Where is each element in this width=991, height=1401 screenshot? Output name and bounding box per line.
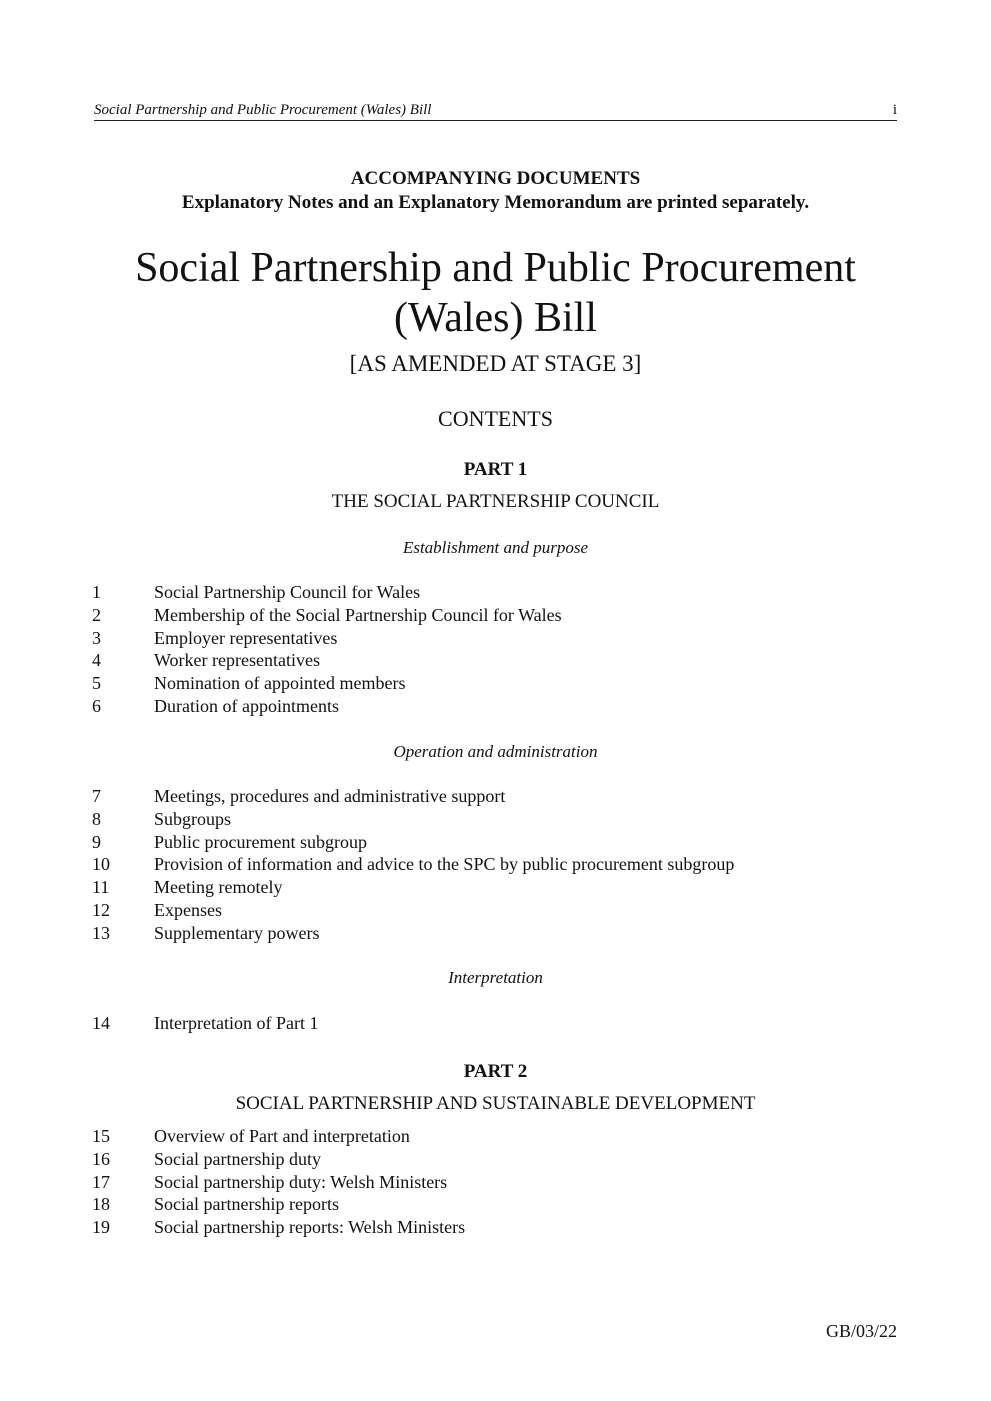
part-2-title: SOCIAL PARTNERSHIP AND SUSTAINABLE DEVELOPMENT [235,1093,756,1114]
part-1-title: THE SOCIAL PARTNERSHIP COUNCIL [331,491,660,512]
toc-entry-number: 14 [92,1013,110,1033]
toc-entry[interactable] [92,1125,892,1148]
toc-group-establishment [92,581,892,718]
toc-entry-title: Duration of appointments [154,695,339,716]
section-heading-establishment: Establishment and purpose [402,538,589,557]
part-1-label: PART 1 [463,459,528,480]
toc-entry-title: Worker representatives [154,650,320,671]
toc-entry-number: 19 [92,1217,110,1238]
running-header [94,102,897,121]
toc-entry[interactable] [92,922,892,945]
toc-entry-number: 12 [92,899,110,920]
toc-entry-title: Meeting remotely [154,877,283,898]
toc-entry[interactable] [92,672,892,695]
toc-entry-number: 1 [92,582,101,602]
toc-entry-title: Interpretation of Part 1 [154,1013,319,1033]
page-number: i [892,102,897,118]
toc-entry[interactable] [92,1148,892,1171]
toc-entry-title: Social partnership duty [154,1148,321,1169]
toc-entry-number: 5 [92,673,101,694]
toc-entry[interactable] [92,831,892,854]
toc-entry-title: Meetings, procedures and administrative support [154,786,506,806]
toc-entry[interactable] [92,604,892,627]
bill-status: [AS AMENDED AT STAGE 3] [349,351,642,376]
toc-entry[interactable] [92,1171,892,1194]
accompanying-documents [0,167,991,215]
toc-entry-number: 10 [92,854,110,875]
toc-entry-number: 11 [92,877,110,898]
toc-entry[interactable] [92,1012,892,1035]
section-heading-operation: Operation and administration [393,742,598,761]
toc-entry-title: Supplementary powers [154,922,320,943]
toc-entry-title: Social partnership duty: Welsh Ministers [154,1171,448,1192]
running-header-title: Social Partnership and Public Procurement (Wales) Bill [94,102,432,118]
toc-entry-title: Public procurement subgroup [154,831,367,852]
toc-entry[interactable] [92,899,892,922]
toc-entry-title: Membership of the Social Partnership Council for Wales [154,604,562,625]
toc-entry-title: Social partnership reports: Welsh Ministers [154,1217,466,1238]
toc-entry-number: 3 [92,627,101,648]
accompanying-note: Explanatory Notes and an Explanatory Memorandum are printed separately. [181,192,810,213]
part-2-label: PART 2 [463,1061,528,1082]
section-heading-interpretation: Interpretation [448,968,543,987]
toc-entry[interactable] [92,808,892,831]
toc-entry-number: 2 [92,604,101,625]
toc-entry-number: 9 [92,831,101,852]
toc-entry-number: 18 [92,1194,110,1215]
accompanying-heading: ACCOMPANYING DOCUMENTS [350,168,641,189]
bill-title-line-1: Social Partnership and Public Procurement [135,245,856,291]
toc-entry-title: Nomination of appointed members [154,673,406,694]
toc-entry-number: 7 [92,786,101,806]
toc-entry-title: Social partnership reports [154,1194,339,1215]
contents-heading: CONTENTS [438,406,553,431]
toc-entry[interactable] [92,876,892,899]
toc-group-part-2 [92,1125,892,1239]
toc-entry[interactable] [92,627,892,650]
toc-group-operation [92,785,892,945]
toc-entry-number: 17 [92,1171,110,1192]
bill-title [0,243,991,343]
toc-entry-number: 4 [92,650,101,671]
toc-entry[interactable] [92,785,892,808]
document-reference: GB/03/22 [825,1321,897,1341]
toc-entry-number: 6 [92,695,101,716]
toc-entry-title: Subgroups [154,808,232,829]
toc-entry-title: Expenses [154,899,222,920]
toc-entry-number: 15 [92,1126,110,1146]
toc-entry[interactable] [92,853,892,876]
toc-entry[interactable] [92,581,892,604]
toc-entry[interactable] [92,695,892,718]
toc-entry-title: Social Partnership Council for Wales [154,582,421,602]
toc-entry-number: 13 [92,922,110,943]
toc-entry[interactable] [92,649,892,672]
bill-title-line-2: (Wales) Bill [393,295,598,341]
toc-entry-title: Overview of Part and interpretation [154,1126,410,1146]
toc-entry-number: 8 [92,808,101,829]
toc-entry[interactable] [92,1216,892,1239]
toc-entry-title: Provision of information and advice to the SPC by public procurement subgroup [154,854,735,875]
toc-entry[interactable] [92,1193,892,1216]
toc-group-interpretation [92,1012,892,1035]
toc-entry-number: 16 [92,1148,110,1169]
toc-entry-title: Employer representatives [154,627,338,648]
